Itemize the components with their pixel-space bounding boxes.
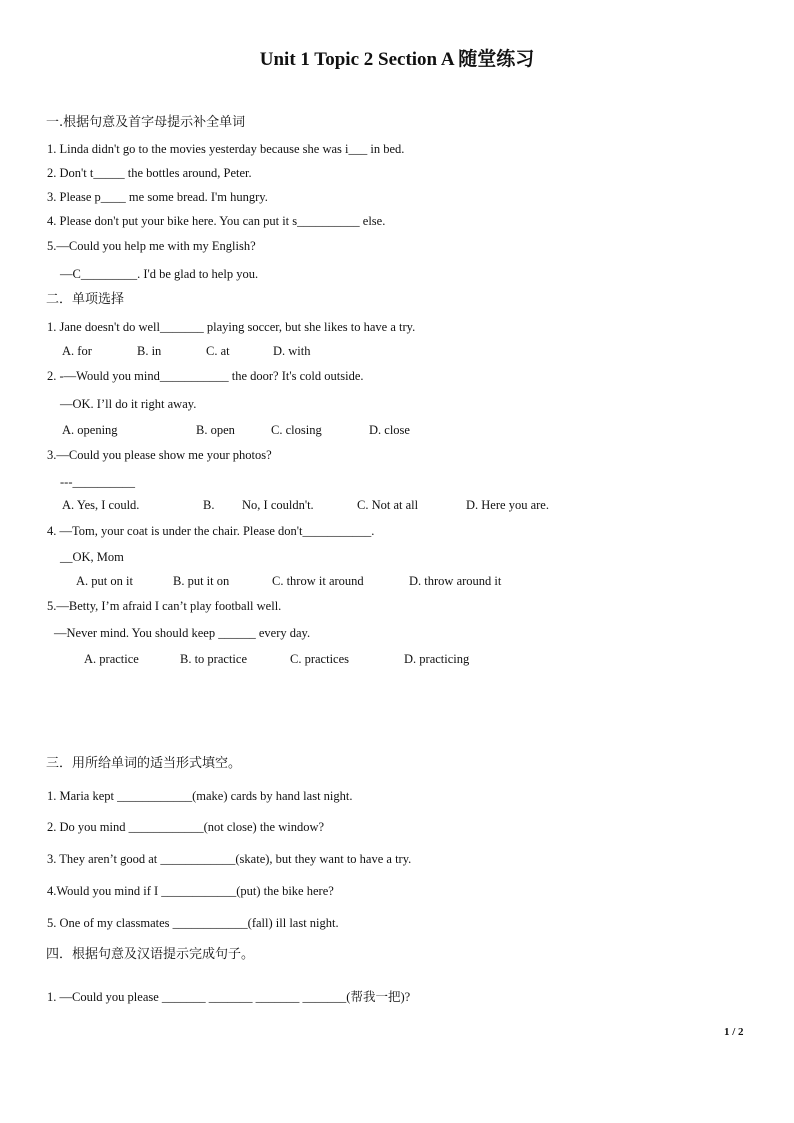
s3-line-4: 4.Would you mind if I ____________(put) the bike here? (47, 884, 334, 898)
option-d: D. Here you are. (466, 498, 549, 512)
s2-q2-text: 2. -—Would you mind___________ the door? It's cold outside. (47, 369, 364, 383)
section2-heading: 二．单项选择 (46, 292, 125, 307)
section4-heading: 四．根据句意及汉语提示完成句子。 (46, 947, 255, 962)
s3-line-2: 2. Do you mind ____________(not close) the window? (47, 820, 325, 834)
s2-q3-reply: ---__________ (60, 475, 135, 489)
s3-line-1: 1. Maria kept ____________(make) cards by hand last night. (47, 789, 353, 803)
option-b: B. open (196, 423, 235, 437)
option-d: D. close (369, 423, 410, 437)
option-b: B. in (137, 344, 162, 358)
s1-line-1: 1. Linda didn't go to the movies yesterday because she was i___ in bed. (47, 142, 405, 156)
option-b: B. (203, 498, 215, 512)
option-a: A. opening (62, 423, 118, 437)
option-c: C. at (206, 344, 230, 358)
option-c: C. Not at all (357, 498, 419, 512)
option-c: C. throw it around (272, 574, 364, 588)
s1-line-6: —C_________. I'd be glad to help you. (60, 267, 259, 281)
s2-q3-text: 3.—Could you please show me your photos? (47, 448, 272, 462)
option-b-text: No, I couldn't. (242, 498, 314, 512)
s4-line-1: 1. —Could you please _______ _______ _______ _______(帮我一把)? (47, 990, 411, 1004)
s2-q2-reply: —OK. I’ll do it right away. (60, 397, 197, 411)
section1-heading: 一.根据句意及首字母提示补全单词 (46, 115, 246, 130)
s1-line-4: 4. Please don't put your bike here. You can put it s__________ else. (47, 214, 386, 228)
section3-heading: 三．用所给单词的适当形式填空。 (46, 756, 242, 771)
s1-line-3: 3. Please p____ me some bread. I'm hungry. (47, 190, 268, 204)
s2-q4-reply: __OK, Mom (60, 550, 124, 564)
page-number: 1 / 2 (724, 1026, 744, 1038)
s2-q5-text: 5.—Betty, I’m afraid I can’t play football well. (47, 599, 282, 613)
option-b: B. to practice (180, 652, 247, 666)
s2-q4-text: 4. —Tom, your coat is under the chair. Please don't___________. (47, 524, 375, 538)
option-a: A. for (62, 344, 92, 358)
option-c: C. practices (290, 652, 350, 666)
s3-line-3: 3. They aren’t good at ____________(skate), but they want to have a try. (47, 852, 412, 866)
option-d: D. with (273, 344, 311, 358)
s1-line-5: 5.—Could you help me with my English? (47, 239, 256, 253)
s3-line-5: 5. One of my classmates ____________(fall) ill last night. (47, 916, 339, 930)
option-c: C. closing (271, 423, 322, 437)
page-title: Unit 1 Topic 2 Section A 随堂练习 (259, 49, 535, 70)
option-d: D. practicing (404, 652, 470, 666)
option-d: D. throw around it (409, 574, 502, 588)
s2-q5-reply: —Never mind. You should keep ______ every day. (54, 626, 311, 640)
option-b: B. put it on (173, 574, 230, 588)
option-a: A. practice (84, 652, 139, 666)
s2-q1-text: 1. Jane doesn't do well_______ playing soccer, but she likes to have a try. (47, 320, 416, 334)
s1-line-2: 2. Don't t_____ the bottles around, Peter. (47, 166, 252, 180)
option-a: A. put on it (76, 574, 133, 588)
option-a: A. Yes, I could. (62, 498, 140, 512)
